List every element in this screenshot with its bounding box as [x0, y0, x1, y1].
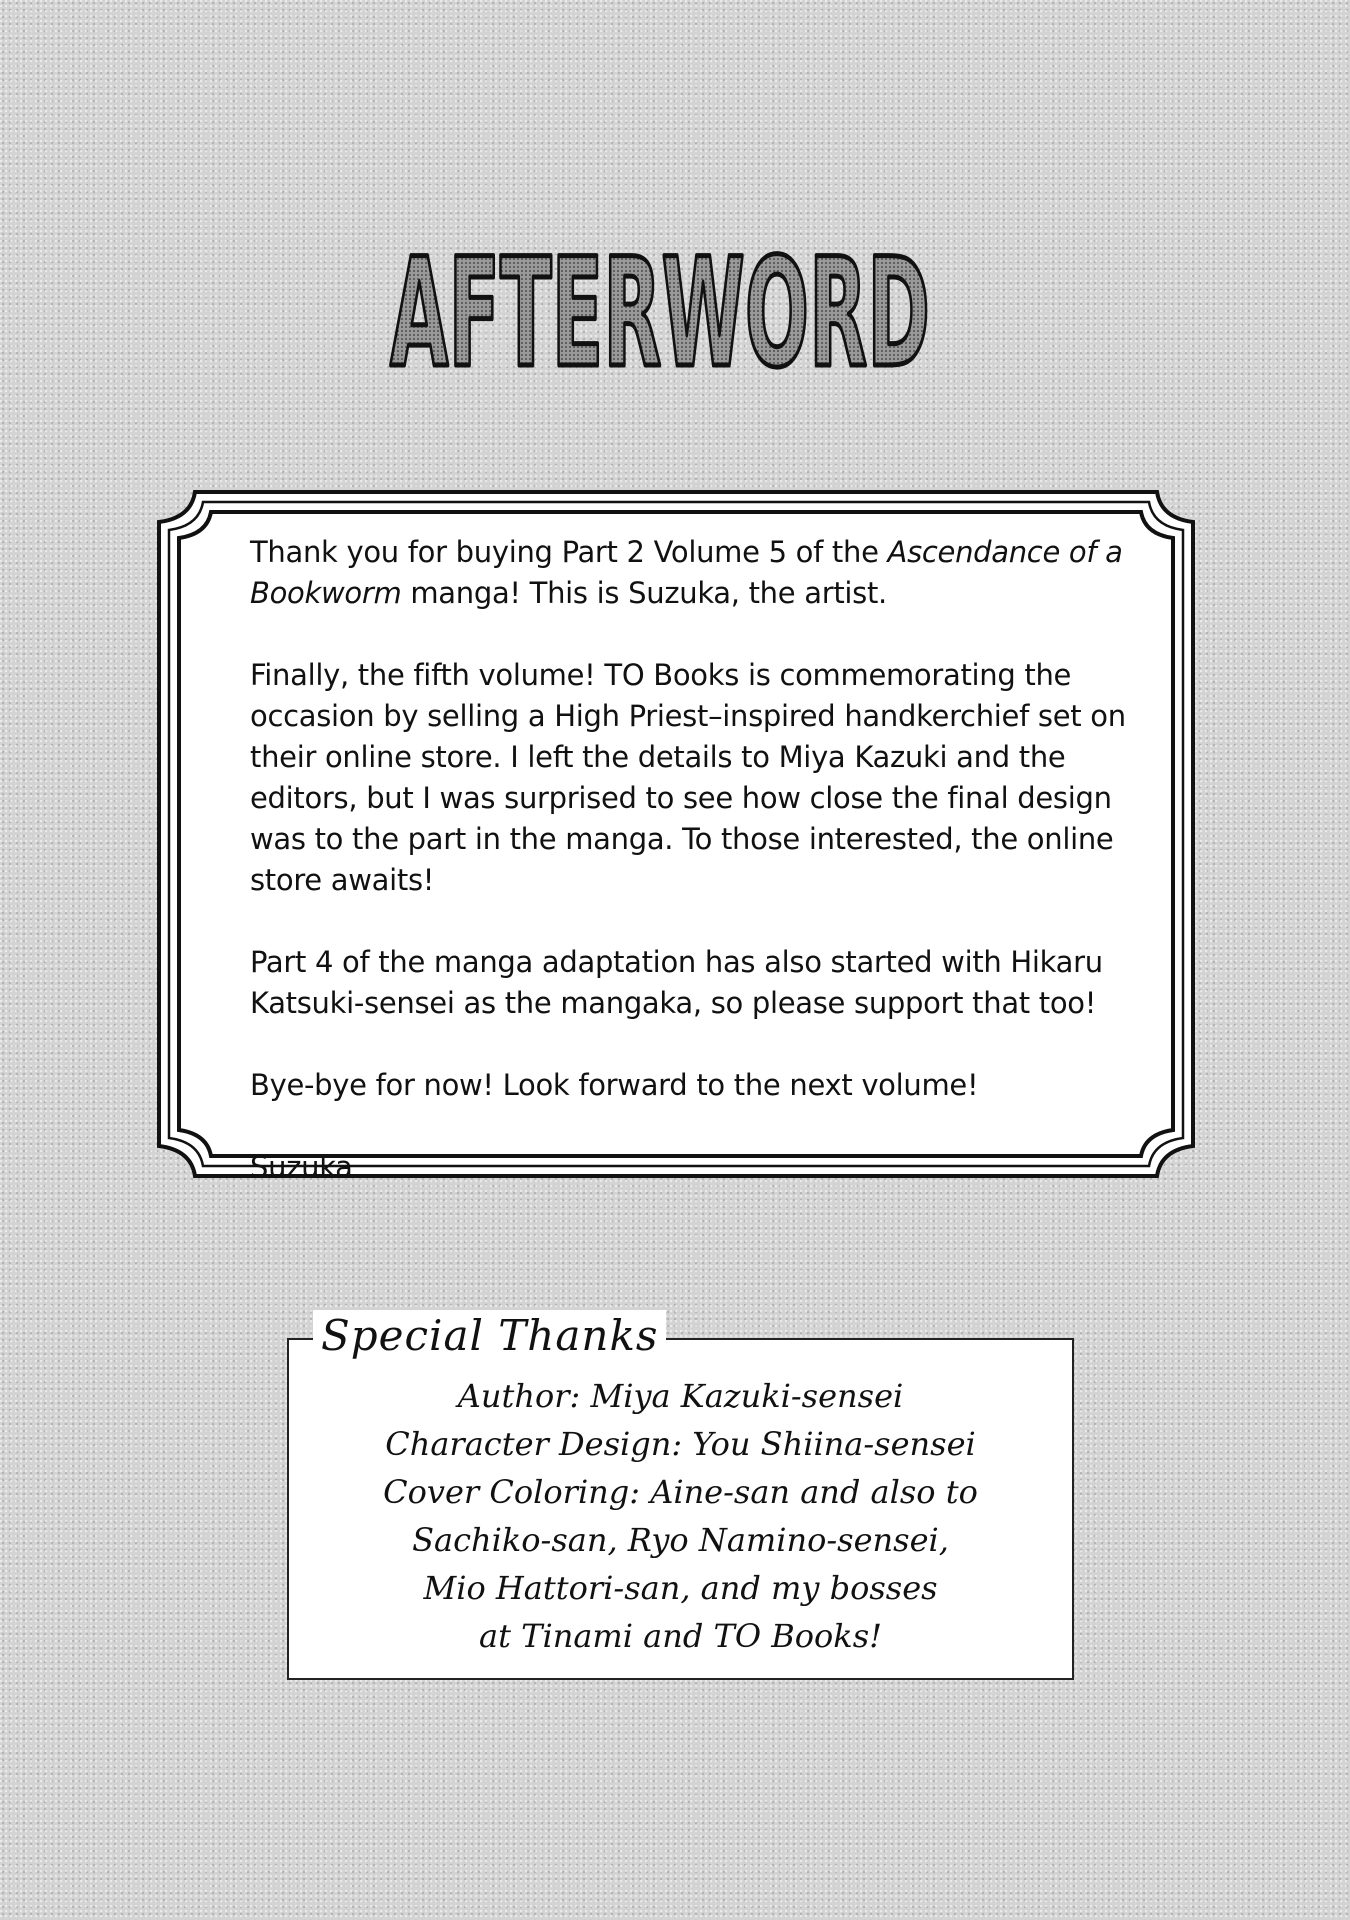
- afterword-paragraph-2: Finally, the fifth volume! TO Books is commemorating the occasion by selling a High Priest–inspired handkerchief set on their online store. I left the details to Miya Kazuki and the editors, but I was surprised to see how close the final design was to the part in the manga. To those interested, the online store awaits!: [250, 658, 1126, 897]
- afterword-paragraph-4: Bye-bye for now! Look forward to the next volume!: [250, 1068, 979, 1102]
- thanks-line: Mio Hattori-san, and my bosses: [423, 1569, 938, 1607]
- p1-text-end: manga! This is Suzuka, the artist.: [401, 576, 887, 610]
- afterword-frame: [155, 488, 1197, 1184]
- special-thanks-box: [287, 1311, 1074, 1680]
- afterword-paragraph-3: Part 4 of the manga adaptation has also started with Hikaru Katsuki-sensei as the mangaka, so please support that too!: [250, 945, 1103, 1020]
- special-thanks-list: [289, 1372, 1072, 1660]
- thanks-line: Sachiko-san, Ryo Namino-sensei,: [412, 1521, 949, 1559]
- special-thanks-heading: Special Thanks: [313, 1310, 666, 1362]
- thanks-line: Character Design: You Shiina-sensei: [385, 1425, 976, 1463]
- afterword-title: AFTERWORD: [390, 227, 930, 401]
- afterword-body: [250, 532, 1130, 1188]
- thanks-line: Cover Coloring: Aine-san and also to: [383, 1473, 978, 1511]
- p1-text-start: Thank you for buying Part 2 Volume 5 of the: [250, 535, 888, 569]
- afterword-title-svg: [380, 225, 940, 401]
- afterword-paragraph-1: [250, 532, 1130, 614]
- thanks-line: Author: Miya Kazuki-sensei: [457, 1377, 904, 1415]
- afterword-title-art: [380, 225, 940, 401]
- afterword-signature: Suzuka: [250, 1150, 353, 1184]
- thanks-line: at Tinami and TO Books!: [479, 1617, 882, 1655]
- series-title: Ascendance of a Bookworm: [250, 535, 1123, 610]
